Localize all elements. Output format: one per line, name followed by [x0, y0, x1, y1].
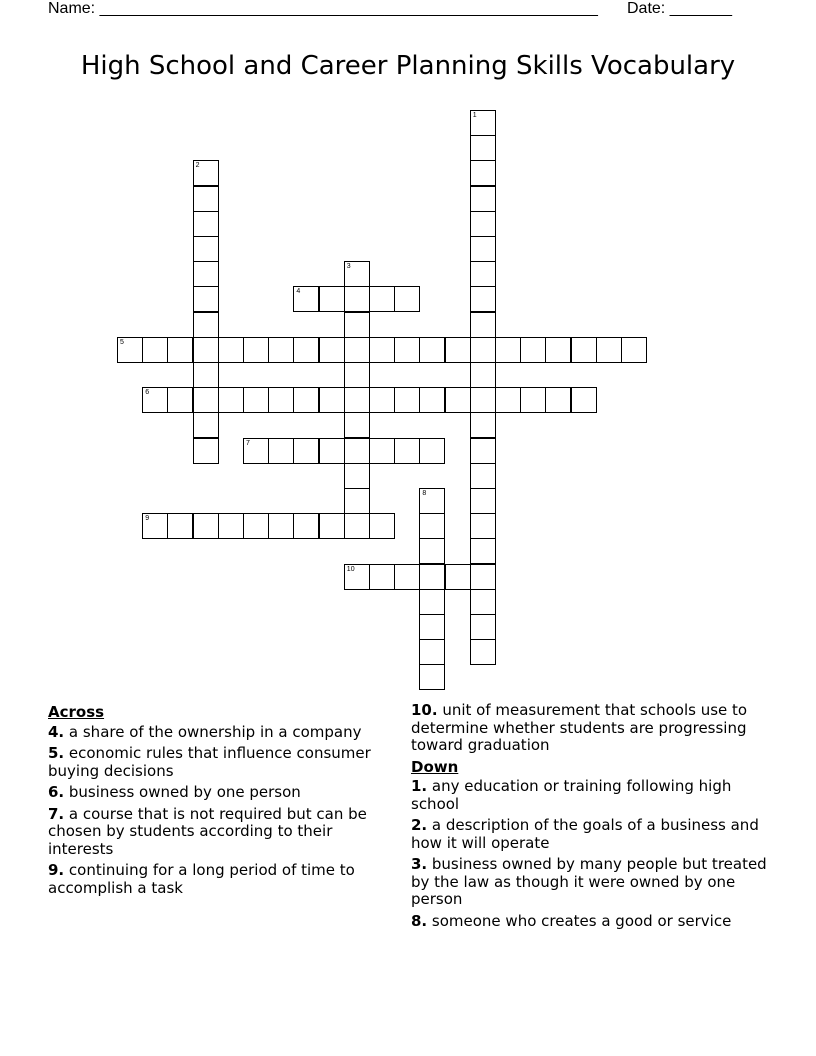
crossword-cell[interactable]	[470, 312, 496, 338]
across-clue-list	[48, 724, 393, 898]
crossword-cell[interactable]	[142, 337, 168, 363]
crossword-cell[interactable]	[470, 186, 496, 212]
clue-number-label: 6.	[48, 783, 65, 801]
page-title: High School and Career Planning Skills Vocabulary	[80, 51, 736, 81]
crossword-cell[interactable]	[142, 513, 168, 539]
across-clue	[48, 806, 393, 859]
crossword-cell[interactable]	[394, 286, 420, 312]
across-clue	[411, 702, 776, 755]
crossword-cell[interactable]	[470, 286, 496, 312]
crossword-cell[interactable]	[369, 513, 395, 539]
clues-right-column	[411, 702, 776, 934]
date-field-line: Date: _______	[627, 0, 732, 17]
crossword-cell[interactable]	[293, 286, 319, 312]
crossword-cell[interactable]	[470, 110, 496, 136]
crossword-cell[interactable]	[193, 513, 219, 539]
crossword-cell[interactable]	[319, 337, 345, 363]
crossword-cell[interactable]	[193, 438, 219, 464]
clue-number: 2	[195, 162, 200, 170]
crossword-cell[interactable]	[394, 438, 420, 464]
crossword-cell[interactable]	[520, 337, 546, 363]
crossword-cell[interactable]	[193, 412, 219, 438]
down-clue	[411, 913, 776, 931]
crossword-cell[interactable]	[167, 513, 193, 539]
crossword-cell[interactable]	[344, 463, 370, 489]
crossword-cell[interactable]	[394, 564, 420, 590]
clue-number: 4	[296, 288, 301, 296]
across-heading: Across	[48, 703, 105, 721]
crossword-cell[interactable]	[419, 337, 445, 363]
crossword-cell[interactable]	[419, 564, 445, 590]
crossword-cell[interactable]	[545, 387, 571, 413]
crossword-cell[interactable]	[419, 538, 445, 564]
across-clue-list-continued	[411, 702, 776, 755]
crossword-cell[interactable]	[293, 337, 319, 363]
crossword-cell[interactable]	[470, 160, 496, 186]
clue-number-label: 5.	[48, 744, 65, 762]
down-clue	[411, 778, 776, 813]
clue-number-label: 7.	[48, 804, 65, 823]
crossword-cell[interactable]	[243, 387, 269, 413]
crossword-cell[interactable]	[268, 337, 294, 363]
crossword-cell[interactable]	[319, 438, 345, 464]
crossword-cell[interactable]	[419, 513, 445, 539]
crossword-cell[interactable]	[596, 337, 622, 363]
clue-number-label: 10.	[411, 701, 438, 719]
across-clue	[48, 862, 393, 897]
crossword-cell[interactable]	[369, 337, 395, 363]
clue-number: 1	[472, 112, 477, 119]
crossword-cell[interactable]	[621, 337, 647, 363]
crossword-cell[interactable]	[167, 337, 193, 363]
crossword-cell[interactable]	[193, 337, 219, 363]
crossword-cell[interactable]	[344, 337, 370, 363]
crossword-cell[interactable]	[445, 564, 471, 590]
crossword-cell[interactable]	[369, 387, 395, 413]
crossword-cell[interactable]	[293, 387, 319, 413]
crossword-cell[interactable]	[218, 337, 244, 363]
crossword-cell[interactable]	[193, 160, 219, 186]
crossword-cell[interactable]	[193, 286, 219, 312]
clues-left-column	[48, 702, 393, 901]
crossword-cell[interactable]	[218, 387, 244, 413]
crossword-cell[interactable]	[394, 337, 420, 363]
crossword-cell[interactable]	[470, 589, 496, 615]
crossword-cell[interactable]	[470, 438, 496, 464]
crossword-cell[interactable]	[193, 312, 219, 338]
crossword-cell[interactable]	[470, 488, 496, 514]
clue-number-label: 3.	[411, 855, 428, 873]
clue-number-label: 1.	[411, 777, 428, 795]
clue-number: 3	[346, 263, 351, 271]
crossword-cell[interactable]	[470, 362, 496, 388]
crossword-cell[interactable]	[571, 387, 597, 413]
down-heading: Down	[411, 757, 459, 776]
crossword-cell[interactable]	[419, 488, 445, 514]
crossword-cell[interactable]	[520, 387, 546, 413]
crossword-cell[interactable]	[419, 589, 445, 615]
crossword-cell[interactable]	[470, 639, 496, 665]
clue-number: 10	[346, 565, 355, 573]
clue-number: 6	[145, 389, 150, 397]
clue-text: economic rules that influence consumer buying decisions	[48, 744, 371, 780]
crossword-cell[interactable]	[243, 513, 269, 539]
crossword-cell[interactable]	[419, 438, 445, 464]
crossword-cell[interactable]	[394, 387, 420, 413]
crossword-cell[interactable]	[142, 387, 168, 413]
crossword-cell[interactable]	[470, 463, 496, 489]
crossword-cell[interactable]	[445, 337, 471, 363]
crossword-cell[interactable]	[419, 639, 445, 665]
crossword-cell[interactable]	[470, 135, 496, 161]
across-clue	[48, 745, 393, 780]
crossword-cell[interactable]	[470, 538, 496, 564]
clue-number: 9	[145, 515, 150, 523]
crossword-cell[interactable]	[344, 387, 370, 413]
crossword-cell[interactable]	[344, 412, 370, 438]
crossword-cell[interactable]	[495, 337, 521, 363]
crossword-cell[interactable]	[344, 488, 370, 514]
crossword-cell[interactable]	[470, 614, 496, 640]
crossword-cell[interactable]	[293, 438, 319, 464]
crossword-cell[interactable]	[369, 564, 395, 590]
crossword-cell[interactable]	[319, 387, 345, 413]
across-clue	[48, 724, 393, 742]
clue-text: any education or training following high school	[411, 777, 732, 813]
crossword-cell[interactable]	[117, 337, 143, 363]
clue-text: business owned by one person	[64, 783, 301, 801]
crossword-cell[interactable]	[470, 236, 496, 262]
down-clue	[411, 817, 776, 852]
clue-number-label: 2.	[411, 816, 428, 834]
crossword-cell[interactable]	[545, 337, 571, 363]
clue-text: business owned by many people but treated by the law as though it were owned by one person	[411, 855, 767, 908]
clue-number: 7	[246, 439, 250, 447]
clue-number: 5	[120, 338, 124, 346]
crossword-cell[interactable]	[470, 513, 496, 539]
crossword-cell[interactable]	[419, 614, 445, 640]
crossword-cell[interactable]	[344, 261, 370, 287]
clue-text: a description of the goals of a business and how it will operate	[411, 816, 759, 852]
clue-text: unit of measurement that schools use to determine whether students are progressing toward graduation	[411, 701, 748, 754]
crossword-cell[interactable]	[268, 513, 294, 539]
crossword-cell[interactable]	[218, 513, 244, 539]
crossword-cell[interactable]	[470, 337, 496, 363]
crossword-cell[interactable]	[495, 387, 521, 413]
clue-text: someone who creates a good or service	[427, 911, 732, 930]
crossword-cell[interactable]	[369, 438, 395, 464]
crossword-cell[interactable]	[193, 186, 219, 212]
crossword-cell[interactable]	[419, 664, 445, 690]
clue-number: 8	[422, 490, 427, 497]
crossword-cell[interactable]	[470, 387, 496, 413]
crossword-cell[interactable]	[193, 211, 219, 237]
crossword-cell[interactable]	[470, 564, 496, 590]
crossword-cell[interactable]	[293, 513, 319, 539]
across-clue	[48, 784, 393, 802]
crossword-cell[interactable]	[470, 261, 496, 287]
crossword-cell[interactable]	[193, 362, 219, 388]
crossword-cell[interactable]	[344, 362, 370, 388]
clue-text: continuing for a long period of time to accomplish a task	[48, 861, 355, 897]
crossword-cell[interactable]	[268, 387, 294, 413]
down-clue-list	[411, 778, 776, 930]
crossword-cell[interactable]	[445, 387, 471, 413]
crossword-cell[interactable]	[319, 286, 345, 312]
crossword-cell[interactable]	[243, 438, 269, 464]
crossword-cell[interactable]	[470, 211, 496, 237]
crossword-cell[interactable]	[344, 286, 370, 312]
crossword-cell[interactable]	[344, 438, 370, 464]
crossword-cell[interactable]	[419, 387, 445, 413]
name-field-line: Name: ________________________________________________________	[48, 0, 598, 17]
down-clue	[411, 856, 776, 909]
crossword-cell[interactable]	[193, 261, 219, 287]
clue-number-label: 9.	[48, 861, 65, 879]
crossword-cell[interactable]	[319, 513, 345, 539]
clue-text: a share of the ownership in a company	[64, 722, 362, 741]
crossword-cell[interactable]	[369, 286, 395, 312]
crossword-cell[interactable]	[470, 412, 496, 438]
crossword-cell[interactable]	[344, 312, 370, 338]
crossword-cell[interactable]	[167, 387, 193, 413]
clue-number-label: 4.	[48, 722, 65, 741]
crossword-cell[interactable]	[193, 387, 219, 413]
crossword-cell[interactable]	[268, 438, 294, 464]
crossword-cell[interactable]	[243, 337, 269, 363]
crossword-cell[interactable]	[193, 236, 219, 262]
crossword-cell[interactable]	[571, 337, 597, 363]
crossword-cell[interactable]	[344, 513, 370, 539]
crossword-cell[interactable]	[344, 564, 370, 590]
clue-number-label: 8.	[411, 911, 428, 930]
clue-text: a course that is not required but can be chosen by students according to their interests	[48, 804, 367, 858]
